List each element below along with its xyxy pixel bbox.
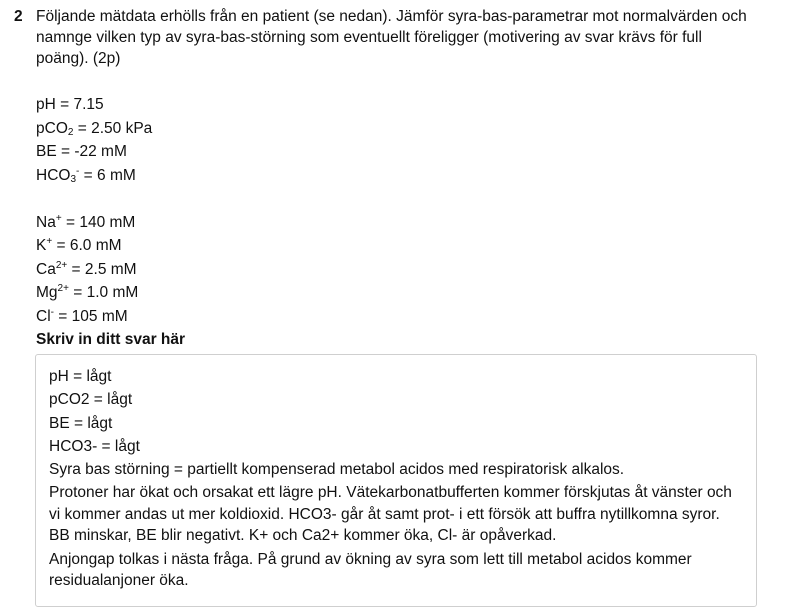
value-label: pH xyxy=(36,96,56,113)
value-subscript: 2 xyxy=(67,126,74,138)
value-be xyxy=(36,140,784,164)
value-label: Mg xyxy=(36,284,58,301)
question-number: 2 xyxy=(14,8,23,25)
value-amount: = 6.0 mM xyxy=(52,237,122,254)
answer-paragraph: Anjongap tolkas i nästa fråga. På grund av ökning av syra som lett till metabol acidos kommer residualanjoner öka. xyxy=(49,550,692,590)
value-label: Cl xyxy=(36,307,51,325)
question-text: Följande mätdata erhölls från en patient (se nedan). Jämför syra-bas-parametrar mot normalvärden och namnge vilken typ av syra-bas-störning som eventuellt föreligger (motivering av svar krävs för full poäng). (2p) xyxy=(36,8,747,67)
question-header xyxy=(14,6,784,69)
answer-line: HCO3- = lågt xyxy=(49,437,140,455)
value-amount: = -22 mM xyxy=(56,143,127,160)
answer-line: Syra bas störning = partiellt kompenserad metabol acidos med respiratorisk alkalos. xyxy=(49,461,625,479)
value-subscript: 3 xyxy=(70,173,77,185)
measurement-data xyxy=(36,93,784,328)
question-block xyxy=(14,6,784,607)
value-superscript: 2+ xyxy=(55,259,68,271)
value-amount: = 2.5 mM xyxy=(67,260,137,278)
value-k xyxy=(36,234,784,258)
value-amount: = 1.0 mM xyxy=(68,284,139,301)
value-ph xyxy=(36,93,784,117)
value-superscript: + xyxy=(55,212,62,224)
answer-line: BE = lågt xyxy=(49,414,113,432)
value-label: Na xyxy=(36,213,56,231)
value-cl xyxy=(36,305,784,329)
value-mg xyxy=(36,281,784,305)
value-hco3 xyxy=(36,164,784,188)
value-label: K xyxy=(36,237,47,254)
value-label: pCO xyxy=(36,119,68,137)
value-superscript: - xyxy=(76,165,80,177)
answer-line: pH = lågt xyxy=(49,368,112,385)
value-label: BE xyxy=(36,143,57,160)
value-amount: = 140 mM xyxy=(61,213,136,231)
answer-paragraph: Protoner har ökat och orsakat ett lägre pH. Vätekarbonatbufferten kommer förskjutas åt vänster och vi kommer andas ut mer koldioxid. HCO3- går åt samt prot- i ett försök att buffra nytillkomna syror. BB minskar, BE blir negativt. K+ och Ca2+ kommer öka, Cl- är opåverkad. xyxy=(49,484,732,545)
electrolyte-values xyxy=(36,211,784,329)
value-label: Ca xyxy=(36,260,56,278)
value-ca xyxy=(36,258,784,282)
value-amount: = 7.15 xyxy=(55,96,104,113)
value-na xyxy=(36,211,784,235)
value-pco2 xyxy=(36,117,784,141)
answer-textarea[interactable] xyxy=(35,354,757,607)
value-amount: = 2.50 kPa xyxy=(73,119,153,137)
value-amount: = 105 mM xyxy=(53,307,128,325)
value-superscript: + xyxy=(46,236,53,247)
blood-gas-values xyxy=(36,93,784,187)
answer-line: pCO2 = lågt xyxy=(49,391,133,409)
value-label: HCO xyxy=(36,166,71,184)
value-amount: = 6 mM xyxy=(79,166,136,184)
value-superscript: 2+ xyxy=(57,283,69,294)
value-superscript: - xyxy=(50,306,54,318)
answer-label: Skriv in ditt svar här xyxy=(36,331,186,348)
